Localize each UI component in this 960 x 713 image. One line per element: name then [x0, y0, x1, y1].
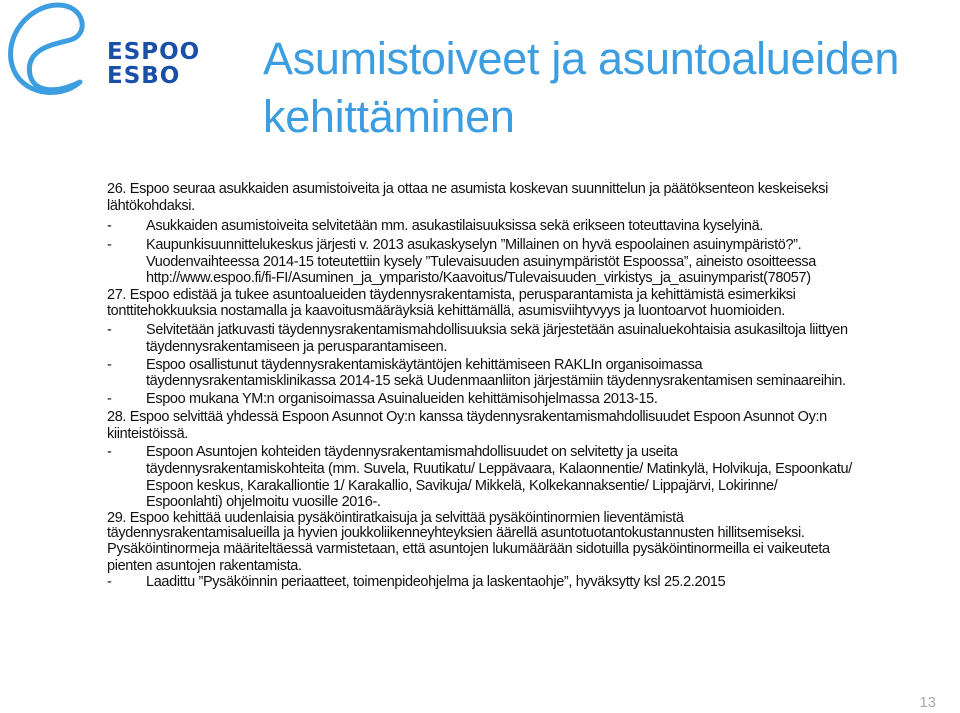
paragraph-line: Espoon keskus, Karakalliontie 1/ Karakallio, Savikuja/ Mikkelä, Kolkekannaksentie/ Lippajärvi, Lokirinne/ [146, 478, 778, 494]
paragraph-line: http://www.espoo.fi/fi-FI/Asuminen_ja_ymparisto/Kaavoitus/Tulevaisuuden_virkistys_ja_asuinymparist(78057) [146, 270, 811, 286]
bullet-item-text: Asukkaiden asumistoiveita selvitetään mm. asukastilaisuuksissa sekä erikseen toteuttavina kyselyinä. [146, 218, 764, 234]
bullet-item-text: Selvitetään jatkuvasti täydennysrakentamismahdollisuuksia sekä järjestetään asuinaluekohtaisia asukasiltoja liittyen [146, 322, 848, 338]
paragraph-line: 29. Espoo kehittää uudenlaisia pysäköintiratkaisuja ja selvittää pysäköintinormien lieventämistä [107, 510, 684, 526]
paragraph-line: tonttitehokkuuksia nostamalla ja kaavoitusmääräyksiä kehittämällä, asumisviihtyvyys ja luontoarvot huomioiden. [107, 303, 785, 319]
paragraph-line: kiinteistöissä. [107, 426, 188, 442]
bullet-dash: - [107, 357, 112, 373]
paragraph-line: pienten asuntojen rakentamista. [107, 558, 302, 574]
bullet-dash: - [107, 237, 112, 253]
bullet-dash: - [107, 322, 112, 338]
slide-title-line: Asumistoiveet ja asuntoalueiden [263, 33, 900, 84]
slide-title [263, 30, 899, 146]
paragraph-line: 28. Espoo selvittää yhdessä Espoon Asunnot Oy:n kanssa täydennysrakentamismahdollisuudet Espoon Asunnot Oy:n [107, 409, 827, 425]
paragraph-line: Pysäköintinormeja määriteltäessä varmistetaan, että asuntojen lukumäärään sidotuilla pysäköintinormeilla ei vaikeuteta [107, 541, 830, 557]
logo-text [107, 40, 200, 88]
bullet-dash: - [107, 218, 112, 234]
bullet-item-text: Espoon Asuntojen kohteiden täydennysrakentamismahdollisuudet on selvitetty ja useita [146, 444, 678, 460]
espoo-logo [0, 0, 200, 100]
bullet-dash: - [107, 391, 112, 407]
bullet-item-text: Laadittu ”Pysäköinnin periaatteet, toimenpideohjelma ja laskentaohje”, hyväksytty ksl 25.2.2015 [146, 574, 726, 590]
paragraph-line: täydennysrakentamisklinikassa 2014-15 sekä Uudenmaanliiton järjestämiin täydennysrakentamisen seminaareihin. [146, 373, 846, 389]
page-number: 13 [919, 694, 936, 711]
bullet-dash: - [107, 444, 112, 460]
paragraph-line: 26. Espoo seuraa asukkaiden asumistoiveita ja ottaa ne asumista koskevan suunnittelun ja päätöksenteon keskeiseksi [107, 181, 829, 197]
paragraph-line: täydennysrakentamiskohteita (mm. Suvela, Ruutikatu/ Leppävaara, Kalaonnentie/ Matinkylä, Holvikuja, Espoonkatu/ [146, 461, 852, 477]
bullet-item-text: Espoo mukana YM:n organisoimassa Asuinalueiden kehittämisohjelmassa 2013-15. [146, 391, 658, 407]
paragraph-line: täydennysrakentamiseen ja perusparantamiseen. [146, 339, 448, 355]
paragraph-line: Espoonlahti) ohjelmoitu vuosille 2016-. [146, 494, 381, 510]
paragraph-line: 27. Espoo edistää ja tukee asuntoalueiden täydennysrakentamista, perusparantamista ja kehittämistä esimerkiksi [107, 287, 796, 303]
bullet-dash: - [107, 574, 112, 590]
logo-text-esbo: ESBO [107, 63, 181, 89]
slide-title-line: kehittäminen [263, 91, 515, 142]
paragraph-line: Vuodenvaihteessa 2014-15 toteutettiin kysely ”Tulevaisuuden asuinympäristöt Espoossa”, aineisto osoitteessa [146, 254, 816, 270]
bullet-item-text: Espoo osallistunut täydennysrakentamiskäytäntöjen kehittämiseen RAKLIn organisoimassa [146, 357, 703, 373]
logo-swirl-icon [0, 0, 110, 100]
paragraph-line: täydennysrakentamisalueilla ja hyvien joukkoliikenneyhteyksien äärellä asuntotuotantokustannusten hillitsemiseksi. [107, 525, 805, 541]
paragraph-line: lähtökohdaksi. [107, 198, 195, 214]
logo-text-espoo: ESPOO [107, 39, 201, 65]
bullet-item-text: Kaupunkisuunnittelukeskus järjesti v. 2013 asukaskyselyn ”Millainen on hyvä espoolainen asuinympäristö?”. [146, 237, 802, 253]
